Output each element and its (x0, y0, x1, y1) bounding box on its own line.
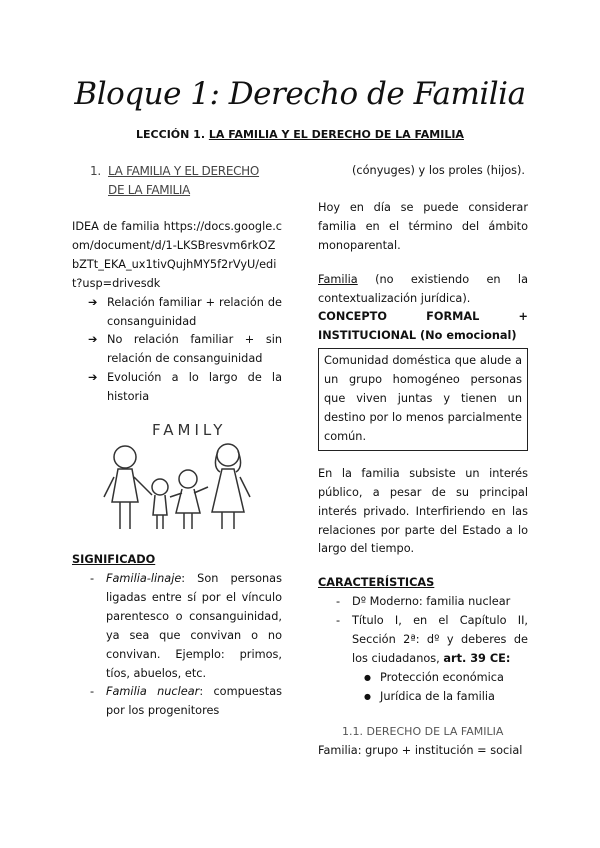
right-column (318, 162, 528, 760)
list-item: - Dº Moderno: familia nuclear (318, 593, 528, 612)
item-text: Título I, en el Capítulo II, Sección 2ª: dº y deberes de los ciudadanos, (352, 614, 528, 665)
definition: (no existiendo en la contextualización jurídica). (318, 272, 528, 305)
caracteristicas-heading: CARACTERÍSTICAS (318, 576, 435, 590)
term: Familia (318, 272, 358, 286)
definition-box: Comunidad doméstica que alude a un grupo homogéneo personas que viven juntas y tienen un destino por lo menos parcialmente común. (318, 348, 528, 451)
heading-line: DE LA FAMILIA (108, 183, 191, 197)
article-ref: art. 39 CE: (443, 651, 511, 665)
subsection-heading: 1.1. DERECHO DE LA FAMILIA (342, 724, 504, 738)
definition: : compuestas por los progenitores (106, 685, 282, 718)
caracteristicas-list (318, 593, 528, 669)
arrow-list (72, 294, 282, 407)
paragraph: Familia: grupo + institución = social (318, 743, 523, 757)
continued-text: (cónyuges) y los proles (hijos). (352, 164, 526, 177)
significado-heading: SIGNIFICADO (72, 553, 156, 567)
concept-heading: CONCEPTO FORMAL + INSTITUCIONAL (No emocional) (318, 310, 528, 343)
list-item: ● Jurídica de la familia (318, 688, 528, 707)
family-drawing (100, 417, 260, 537)
left-column (72, 162, 282, 721)
list-item (72, 683, 282, 721)
term: Familia-linaje (106, 571, 182, 585)
family-drawing-text: FAMILY (152, 421, 227, 440)
section-heading (90, 162, 282, 200)
document-title: Bloque 1: Derecho de Familia (74, 76, 526, 112)
list-item: ➔ No relación familiar + sin relación de consanguinidad (72, 331, 282, 369)
list-item: ➔ Evolución a lo largo de la historia (72, 369, 282, 407)
heading-line: LA FAMILIA Y EL DERECHO (108, 164, 260, 178)
lesson-heading (0, 128, 600, 141)
paragraph: Hoy en día se puede considerar familia en el término del ámbito monoparental. (318, 200, 528, 252)
lesson-number: LECCIÓN 1. (136, 128, 206, 141)
definition: : Son personas ligadas entre sí por el vínculo parentesco o consanguinidad, ya sea que convivan o no convivan. Ejemplo: primos, tíos, abuelos, etc. (106, 571, 282, 680)
significado-list (72, 570, 282, 721)
paragraph: En la familia subsiste un interés público, a pesar de su principal interés privado. Interfiriendo en las relaciones por parte del Estado a lo largo del tiempo. (318, 466, 528, 556)
bullet-list (318, 669, 528, 707)
paragraph (318, 271, 528, 309)
term: Familia nuclear (106, 685, 200, 699)
list-item: ➔ Relación familiar + relación de consanguinidad (72, 294, 282, 332)
lesson-name: LA FAMILIA Y EL DERECHO DE LA FAMILIA (208, 128, 464, 141)
list-item (318, 612, 528, 669)
heading-number: 1. (90, 164, 101, 178)
list-item: ● Protección económica (318, 669, 528, 688)
idea-link[interactable]: IDEA de familia https://docs.google.com/document/d/1-LKSBresvm6rkOZbZTt_EKA_ux1tivQujhMY5f2rVyU/edit?usp=drivesdk (72, 220, 282, 290)
list-item (72, 570, 282, 683)
